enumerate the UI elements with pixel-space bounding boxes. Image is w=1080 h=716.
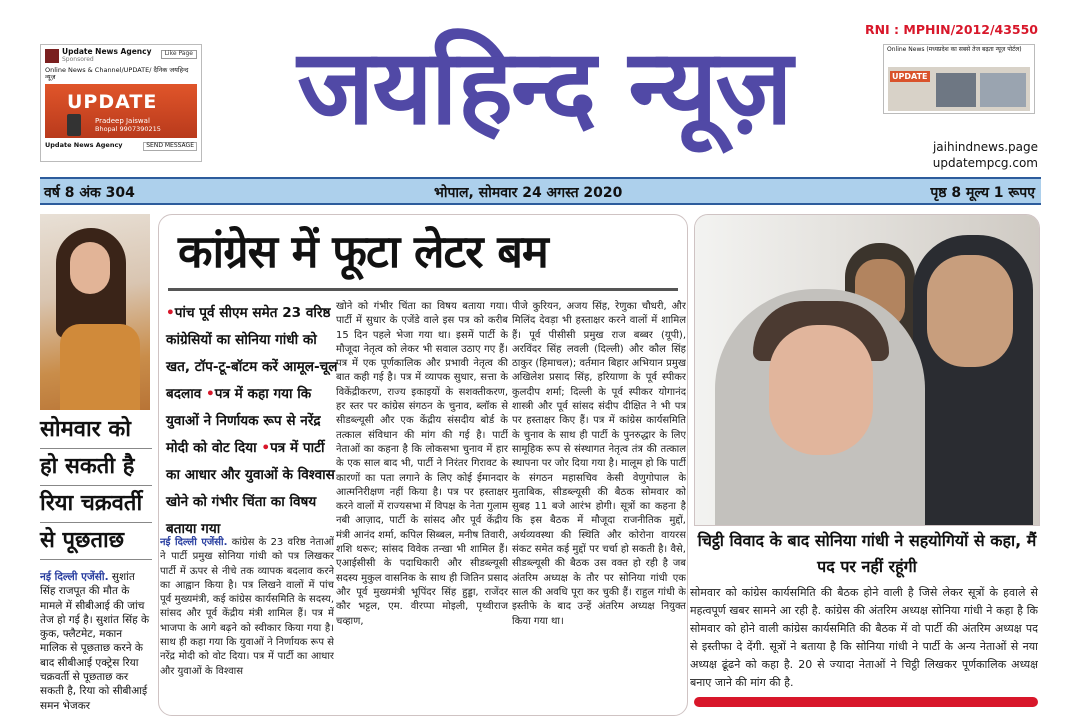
right-story-body: सोमवार को कांग्रेस कार्यसमिति की बैठक होने वाली है जिसे लेकर सूत्रों के हवाले से महत्वपूर्ण खबर सामने आ रही है. कांग्रेस की अंतरिम अध्यक्ष सोनिया गांधी ने कहा है कि सोमवार को होने वाली कांग्रेस कार्यसमिति की बैठक में वो पार्टी की अंतरिम अध्यक्ष पद से इस्तीफा दे देंगी. सूत्रों ने बताया है कि सोनिया गांधी ने पार्टी के अन्य नेताओं से नया अध्यक्ष ढूंढने को कहा है. 20 से ज्यादा नेताओं ने चिट्ठी लिखकर पूर्णकालिक अध्यक्ष बनाए जाने की मांग की है. [690,586,1038,689]
dateline: भोपाल, सोमवार 24 अगस्त 2020 [434,185,623,201]
sonia-rahul-photo [694,214,1040,526]
issue-number: वर्ष 8 अंक 304 [44,185,135,201]
red-underline-bar [694,697,1038,707]
newspaper-masthead: जयहिन्द न्यूज़ [297,26,791,148]
ad-banner [45,84,197,138]
side-headline-line: से पूछताछ [40,523,152,560]
lead-column-3: पीजे कुरियन, अजय सिंह, रेणुका चौधरी, और मिलिंद देवड़ा भी हस्ताक्षर करने वालों में शामिल हैं। पूर्व पीसीसी प्रमुख राज बब्बर (यूपी), अरविंदर सिंह लवली (दिल्ली) और कौल सिंह ठाकुर (हिमाचल); वर्तमान बिहार अभियान प्रमुख अखिलेश प्रसाद सिंह, हरियाणा के पूर्व स्पीकर कुलदीप शर्मा; दिल्ली के पूर्व स्पीकर योगानंद शास्त्री और पूर्व सांसद संदीप दीक्षित ने भी पत्र पर हस्ताक्षर किए हैं। पत्र में कांग्रेस कार्यसमिति के चुनाव के साथ ही पार्टी के पुनरुद्धार के लिए सामूहिक रूप से संस्थागत नेतृत्व तंत्र की तत्काल स्थापना पर जोर दिया गया है। मालूम हो कि पार्टी के संगठन महासचिव केसी वेणुगोपाल के मुताबिक, सीडब्ल्यूसी की बैठक सोमवार को सुबह 11 बजे आरंभ होगी। सूत्रों का कहना है कि इस बैठक में मौजूदा राजनीतिक मुद्दों, अर्थव्यवस्था की स्थिति और कोरोना वायरस संकट समेत कई मुद्दों पर चर्चा हो सकती है। वैसे, सीडब्ल्यूसी की बैठक उस वक्त हो रही है जब अंतरिम अध्यक्ष के तौर पर सोनिया गांधी एक साल की अवधि पूरा कर चुकी हैं। राहुल गांधी के इस्तीफे के बाद उन्हें अंतरिम अध्यक्ष नियुक्त किया गया था। [512,301,686,627]
headline-rule [168,288,678,291]
lead-dateline: नई दिल्ली एजेंसी. [160,537,228,548]
side-story-body [40,570,152,716]
side-headline-line: हो सकती है [40,449,152,486]
highlight-item: पत्र में कहा गया कि युवाओं ने निर्णायक रूप से नरेंद्र मोदी को वोट दिया [166,386,321,456]
side-body-text: सुशांत सिंह राजपूत की मौत के मामले में सीबीआई की जांच तेज हो गई है। सुशांत सिंह के कुक, फ्लैटमेट, मकान मालिक से पूछताछ करने के बाद सीबीआई एक्ट्रेस रिया चक्रवर्ती से पूछताछ कर सकती है, रिया को सीबीआई समन भेजकर [40,571,150,712]
side-story-headline [40,412,152,570]
page-avatar [45,49,59,63]
ad-sponsored-label: Sponsored [62,55,94,63]
rni-number: RNI : MPHIN/2012/43550 [864,22,1038,37]
ad-banner-title: UPDATE [67,91,158,114]
website-link[interactable]: jaihindnews.page [932,140,1038,154]
ad-right-thumbnail [888,67,1030,111]
website-link[interactable]: updatempcg.com [932,156,1038,170]
side-headline-line: सोमवार को [40,412,152,449]
like-page-button[interactable]: Like Page [161,50,197,59]
send-message-button[interactable]: SEND MESSAGE [143,142,197,151]
page-price: पृष्ठ 8 मूल्य 1 रूपए [930,185,1035,201]
ad-right-badge: UPDATE [892,72,928,81]
ad-person: Pradeep Jaiswal [95,117,150,126]
bullet-icon: • [261,440,271,456]
bullet-icon: • [206,386,215,402]
highlight-item: पत्र में पार्टी का आधार और युवाओं के विश्वास खोने को गंभीर चिंता का विषय बताया गया [166,440,335,537]
bullet-icon: • [166,305,175,321]
highlight-item: पांच पूर्व सीएम समेत 23 वरिष्ठ कांग्रेसियों का सोनिया गांधी को खत, टॉप-टू-बॉटम करें आमूल-चूल बदलाव [166,305,338,402]
lead-column-1 [160,536,334,714]
sponsored-ad-left[interactable] [40,44,202,162]
side-headline-line: रिया चक्रवर्ती [40,486,152,523]
side-dateline: नई दिल्ली एजेंसी. [40,571,109,583]
lead-headline: कांग्रेस में फूटा लेटर बम [178,225,548,278]
thumbnail-photo [936,73,976,107]
ad-right-text: Online News (मध्यप्रदेश का सबसे तेज बढ़ता न्यूज़ पोर्टल) [887,46,1022,53]
sponsored-ad-right[interactable] [883,44,1035,114]
phone-icon [67,114,81,136]
ad-footer-name: Update News Agency [45,141,123,150]
ad-agency-name: Update News Agency [62,47,152,56]
lead-column-1-text: कांग्रेस के 23 वरिष्ठ नेताओं ने पार्टी प्रमुख सोनिया गांधी को पत्र लिखकर पार्टी में ऊपर से नीचे तक व्यापक बदलाव करने का आह्वान किया है। पत्र लिखने वालों में पांच पूर्व मुख्यमंत्री, कई कांग्रेस कार्यसमिति के सदस्य, सांसद और पूर्व केंद्रीय मंत्री शामिल हैं। पत्र में भाजपा के आगे बढ़ने को स्वीकार किया गया है। साथ ही कहा गया कि युवाओं ने निर्णायक रूप से नरेंद्र मोदी को वोट दिया। पत्र में पार्टी का आधार और युवाओं के विश्वास [160,537,334,677]
thumbnail-photo [980,73,1026,107]
right-story-headline: चिट्ठी विवाद के बाद सोनिया गांधी ने सहयोगियों से कहा, मैं पद पर नहीं रहूंगी [694,528,1040,582]
issue-info-bar [40,177,1041,205]
lead-highlights [166,300,338,537]
ad-phone: Bhopal 9907390215 [95,125,161,134]
ad-description: Online News & Channel/UPDATE/ दैनिक जयहिन्द न्यूज़ [45,65,189,81]
lead-column-2: खोने को गंभीर चिंता का विषय बताया गया। पार्टी में सुधार के एजेंडे वाले इस पत्र को करीब 15 दिन पहले भेजा गया था। इसमें पार्टी के मौजूदा नेतृत्व को लेकर भी सवाल उठाए गए हैं। पत्र में एक पूर्णकालिक और प्रभावी नेतृत्व की बात कही गई है। पत्र में व्यापक सुधार, सत्ता के विकेंद्रीकरण, राज्य इकाइयों के सशक्तीकरण, हर स्तर पर कांग्रेस संगठन के चुनाव, ब्लॉक से सीडब्ल्यूसी और एक केंद्रीय संसदीय बोर्ड के तत्काल संविधान की मांग की गई है। पार्टी नेताओं का कहना है कि लोकसभा चुनाव में हार के एक साल बाद भी, पार्टी ने निरंतर गिरावट के कारणों का पता लगाने के लिए कोई ईमानदार आत्मनिरीक्षण नहीं किया है। पत्र पर हस्ताक्षर करने वालों में राज्यसभा में विपक्ष के नेता गुलाम नबी आज़ाद, पार्टी के सांसद और पूर्व केंद्रीय मंत्री आनंद शर्मा, कपिल सिब्बल, मनीष तिवारी, शशि थरूर; सांसद विवेक तन्खा भी शामिल हैं। एआईसीसी के पदाधिकारी और सीडब्ल्यूसी सदस्य मुकुल वासनिक के साथ ही जितिन प्रसाद और पूर्व मुख्यमंत्री भूपिंदर सिंह हुड्डा, राजेंदर कौर भट्टल, एम. वीरप्पा मोइली, पृथ्वीराज चव्हाण, [336,301,508,627]
rhea-photo [40,214,150,410]
